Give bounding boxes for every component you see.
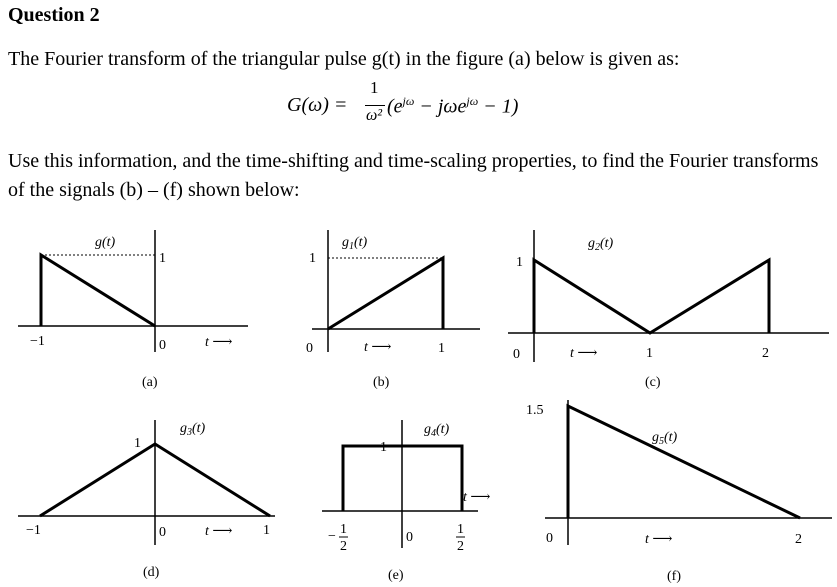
x-tick-half-den: 2 bbox=[457, 539, 464, 554]
caption-a: (a) bbox=[142, 375, 158, 390]
x-tick-1: 1 bbox=[438, 341, 445, 356]
instructions-text: Use this information, and the time-shifting and time-scaling properties, to find the Fourier transforms of the signals (b) – (f) shown below: bbox=[8, 150, 819, 201]
x-tick-2: 2 bbox=[795, 532, 802, 547]
caption-b: (b) bbox=[373, 375, 390, 390]
y-tick-1: 1 bbox=[159, 251, 166, 266]
x-tick-2: 2 bbox=[762, 346, 769, 361]
y-tick-1: 1 bbox=[134, 436, 141, 451]
x-tick-1: 1 bbox=[263, 523, 270, 538]
axis-label-t: t ⟶ bbox=[645, 532, 673, 547]
axis-label-t: t ⟶ bbox=[205, 524, 233, 539]
caption-d: (d) bbox=[143, 565, 160, 580]
x-tick-0: 0 bbox=[159, 525, 166, 540]
formula-lhs: G(ω) = bbox=[287, 94, 348, 116]
caption-f: (f) bbox=[667, 569, 681, 584]
figure-b bbox=[306, 230, 480, 390]
caption-e: (e) bbox=[388, 568, 404, 583]
x-tick-minus1: −1 bbox=[30, 334, 45, 349]
signal-label-g2: $g_2(t)$ bbox=[588, 236, 614, 253]
x-tick-minus-half-den: 2 bbox=[340, 539, 347, 554]
formula-numerator: 1 bbox=[370, 78, 379, 97]
x-tick-0: 0 bbox=[513, 347, 520, 362]
formula-rhs: $(e^{j\omega} - j\omega e^{j\omega} - 1)$ bbox=[387, 94, 519, 118]
x-tick-0: 0 bbox=[159, 338, 166, 353]
signal-g bbox=[41, 255, 155, 326]
figure-e bbox=[322, 420, 490, 583]
question-title: Question 2 bbox=[8, 4, 100, 26]
signal-label-g3: $g_3(t)$ bbox=[180, 421, 206, 438]
axis-label-t: t ⟶ bbox=[463, 490, 491, 505]
y-tick-1: 1 bbox=[380, 440, 387, 455]
caption-c: (c) bbox=[645, 375, 661, 390]
signal-g1 bbox=[328, 258, 443, 329]
signal-g5 bbox=[568, 406, 800, 518]
signal-label-g5: $g_5(t)$ bbox=[652, 430, 678, 447]
x-tick-0: 0 bbox=[406, 530, 413, 545]
signal-g2 bbox=[534, 260, 769, 333]
axis-label-t: t ⟶ bbox=[364, 340, 392, 355]
signal-label-g: g(t) bbox=[95, 235, 116, 250]
x-tick-half-num: 1 bbox=[457, 522, 464, 537]
x-tick-minus-half-num: 1 bbox=[340, 522, 347, 537]
y-tick-1: 1 bbox=[309, 251, 316, 266]
formula-denominator: ω² bbox=[366, 107, 383, 124]
y-tick-1: 1 bbox=[516, 255, 523, 270]
signal-label-g1: $g_1(t)$ bbox=[342, 235, 368, 252]
x-tick-0: 0 bbox=[546, 531, 553, 546]
x-tick-minus-half: − bbox=[328, 529, 336, 544]
figure-f bbox=[526, 400, 832, 584]
figure-c bbox=[508, 230, 829, 390]
signal-label-g4: $g_4(t)$ bbox=[424, 422, 450, 439]
x-tick-minus1: −1 bbox=[26, 523, 41, 538]
x-tick-1: 1 bbox=[646, 346, 653, 361]
axis-label-t: t ⟶ bbox=[570, 346, 598, 361]
axis-label-t: t ⟶ bbox=[205, 335, 233, 350]
intro-text: The Fourier transform of the triangular pulse g(t) in the figure (a) below is given as: bbox=[8, 48, 680, 70]
y-tick-1-5: 1.5 bbox=[526, 403, 544, 418]
figure-d bbox=[18, 420, 275, 580]
figure-a bbox=[18, 230, 248, 390]
x-tick-0: 0 bbox=[306, 341, 313, 356]
